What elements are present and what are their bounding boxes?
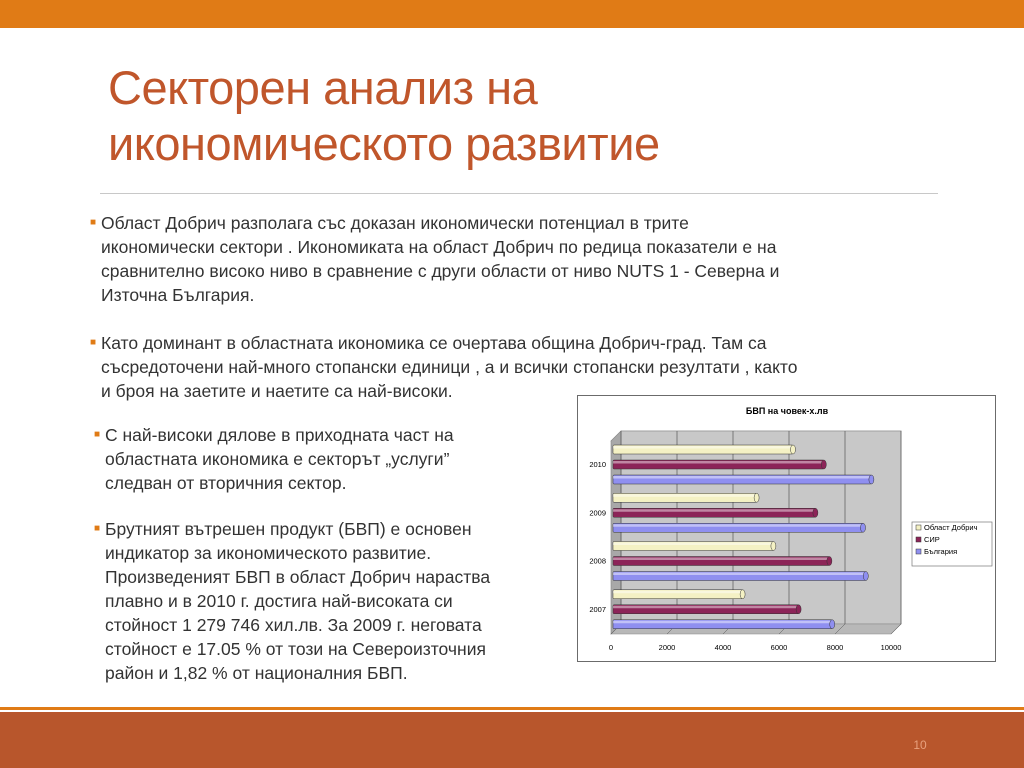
paragraph-line: Брутният вътрешен продукт (БВП) е основен — [105, 519, 472, 539]
bar-cap — [869, 475, 874, 484]
title-divider — [100, 193, 938, 194]
paragraph-line: стойност е 17.05 % от този на Североизточния — [105, 639, 486, 659]
page-number: 10 — [913, 738, 927, 752]
bar-cap — [863, 572, 868, 581]
bar-highlight — [613, 446, 793, 449]
bar-cap — [796, 605, 801, 614]
chart-title: БВП на човек-х.лв — [745, 406, 829, 416]
top-accent-bar — [0, 0, 1024, 28]
paragraph-line: сравнително високо ниво в сравнение с други области от ниво NUTS 1 - Северна и — [101, 261, 780, 281]
bar-highlight — [613, 591, 743, 594]
paragraph-line: С най-високи дялове в приходната част на — [105, 425, 454, 445]
bar-cap — [821, 460, 826, 469]
bar-cap — [830, 620, 835, 629]
y-tick-label: 2008 — [589, 556, 606, 566]
paragraph-line: и броя на заетите и наетите са най-високи. — [101, 381, 453, 401]
gdp-chart — [577, 395, 996, 662]
y-tick-label: 2007 — [589, 604, 606, 614]
bar-highlight — [613, 606, 799, 609]
title-line-2: икономическото развитие — [108, 117, 660, 170]
paragraph-line: областната икономика е секторът „услуги” — [105, 449, 450, 469]
paragraph-line: плавно и в 2010 г. достига най-високата си — [105, 591, 453, 611]
x-tick-label: 10000 — [880, 643, 902, 652]
bullet-icon: ■ — [90, 337, 97, 348]
paragraph-1 — [90, 211, 931, 307]
bar-highlight — [613, 573, 866, 576]
bar-highlight — [613, 621, 832, 624]
bar-cap — [791, 445, 796, 454]
slide-title — [108, 60, 968, 172]
paragraph-line: стойност 1 279 746 хил.лв. За 2009 г. неговата — [105, 615, 482, 635]
title-line-1: Секторен анализ на — [108, 61, 538, 114]
x-tick-label: 4000 — [714, 643, 732, 652]
paragraph-4 — [94, 517, 570, 685]
legend-swatch — [916, 525, 921, 530]
legend-label: България — [924, 547, 958, 556]
chart-canvas — [578, 396, 997, 663]
paragraph-line: Източна България. — [101, 285, 255, 305]
bar-cap — [740, 590, 745, 599]
footer-accent-line — [0, 707, 1024, 710]
legend-label: Област Добрич — [924, 523, 978, 532]
bar-cap — [861, 523, 866, 532]
bar-highlight — [613, 524, 863, 527]
paragraph-line: следван от вторичния сектор. — [105, 473, 347, 493]
legend-label: СИР — [924, 535, 940, 544]
bar-cap — [827, 557, 832, 566]
bullet-icon: ■ — [94, 429, 101, 440]
paragraph-line: икономически сектори . Икономиката на област Добрич по редица показатели е на — [101, 237, 777, 257]
bar-cap — [771, 542, 776, 551]
paragraph-line: Като доминант в областната икономика се очертава община Добрич-град. Там са — [101, 333, 767, 353]
bar-highlight — [613, 509, 815, 512]
bar-cap — [813, 508, 818, 517]
bullet-icon: ■ — [90, 217, 97, 228]
bar-highlight — [613, 476, 871, 479]
paragraph-line: район и 1,82 % от националния БВП. — [105, 663, 408, 683]
bar-highlight — [613, 461, 824, 464]
y-tick-label: 2010 — [589, 460, 606, 470]
bar-highlight — [613, 543, 773, 546]
bar-cap — [754, 493, 759, 502]
paragraph-line: индикатор за икономическото развитие. — [105, 543, 432, 563]
footer-bar — [0, 712, 1024, 768]
legend-swatch — [916, 549, 921, 554]
bar-highlight — [613, 494, 757, 497]
bullet-icon: ■ — [94, 523, 101, 534]
legend-swatch — [916, 537, 921, 542]
bar-highlight — [613, 558, 829, 561]
x-tick-label: 2000 — [658, 643, 676, 652]
paragraph-3 — [94, 423, 565, 495]
paragraph-2 — [90, 331, 941, 403]
paragraph-line: Произведеният БВП в област Добрич нараства — [105, 567, 491, 587]
paragraph-line: съсредоточени най-много стопански единици , а и всички стопански резултати , както — [101, 357, 798, 377]
y-tick-label: 2009 — [589, 508, 606, 518]
x-tick-label: 0 — [608, 643, 614, 652]
paragraph-line: Област Добрич разполага със доказан икономически потенциал в трите — [101, 213, 689, 233]
x-tick-label: 6000 — [770, 643, 788, 652]
x-tick-label: 8000 — [826, 643, 844, 652]
